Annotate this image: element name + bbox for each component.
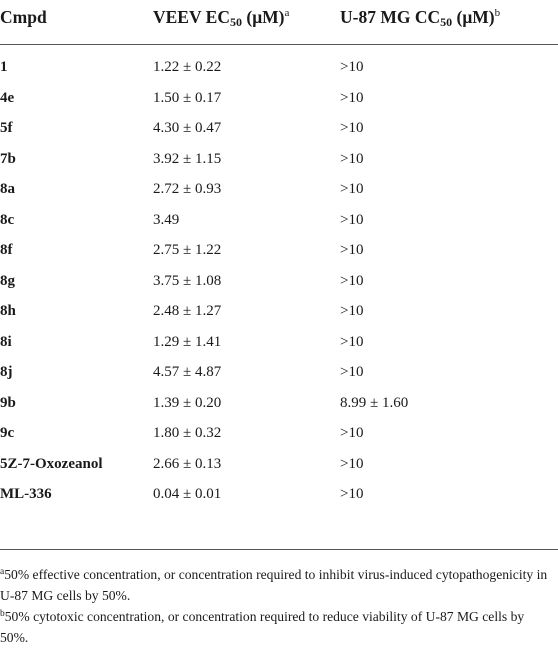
table-row xyxy=(0,146,558,177)
table-row xyxy=(0,390,558,421)
cell-cc50: >10 xyxy=(340,303,364,319)
table-row xyxy=(0,115,558,146)
header-ec-suffix: (μM) xyxy=(242,7,285,27)
cell-cc50: 8.99 ± 1.60 xyxy=(340,394,409,411)
cell-cmpd: 8i xyxy=(0,333,12,350)
cell-ec50: 1.80 ± 0.32 xyxy=(153,425,222,441)
cell-cmpd: 9c xyxy=(0,425,15,441)
header-ec-note: a xyxy=(284,7,290,19)
cell-cc50: >10 xyxy=(340,242,364,258)
cell-ec50: 1.22 ± 0.22 xyxy=(153,59,222,75)
cell-ec50: 3.49 xyxy=(153,211,180,228)
cell-cmpd: 8f xyxy=(0,242,13,258)
cell-ec50: 3.92 ± 1.15 xyxy=(153,150,222,167)
cell-ec50: 2.66 ± 0.13 xyxy=(153,455,222,472)
header-ec-sub: 50 xyxy=(230,15,242,29)
table-row xyxy=(0,176,558,207)
cell-ec50: 2.75 ± 1.22 xyxy=(153,242,222,258)
header-cc-suffix: (μM) xyxy=(452,7,495,27)
cell-cc50: >10 xyxy=(340,181,364,197)
cell-cmpd: 5f xyxy=(0,120,13,136)
cell-ec50: 2.48 ± 1.27 xyxy=(153,303,222,319)
cell-cmpd: 8j xyxy=(0,364,13,380)
cell-cmpd: 8h xyxy=(0,303,16,319)
cell-cmpd: 8g xyxy=(0,272,15,289)
table-row xyxy=(0,329,558,360)
cell-cmpd: 8c xyxy=(0,211,15,228)
header-cc-note: b xyxy=(494,7,501,19)
table-row xyxy=(0,85,558,116)
header-u87-cc50 xyxy=(340,7,500,28)
cell-cc50: >10 xyxy=(340,59,364,75)
cell-cc50: >10 xyxy=(340,425,364,441)
cell-cc50: >10 xyxy=(340,150,364,167)
footnote-mark: a xyxy=(0,567,5,577)
cell-ec50: 3.75 ± 1.08 xyxy=(153,272,222,289)
table-row xyxy=(0,207,558,238)
table-row xyxy=(0,451,558,482)
cell-ec50: 1.29 ± 1.41 xyxy=(153,333,222,350)
table-row xyxy=(0,268,558,299)
cell-cc50: >10 xyxy=(340,211,364,228)
footnote xyxy=(0,564,548,606)
table-row xyxy=(0,359,558,390)
table-row xyxy=(0,420,558,451)
header-cc-prefix: U-87 MG CC xyxy=(340,7,441,27)
cell-cmpd: ML-336 xyxy=(0,486,52,502)
cell-ec50: 0.04 ± 0.01 xyxy=(153,486,222,502)
cell-cmpd: 9b xyxy=(0,394,16,411)
table-row xyxy=(0,298,558,329)
table-row xyxy=(0,481,558,512)
cell-cc50: >10 xyxy=(340,272,364,289)
cell-cc50: >10 xyxy=(340,333,364,350)
cell-cc50: >10 xyxy=(340,89,364,106)
cell-cc50: >10 xyxy=(340,486,364,502)
footnote-text: 50% effective concentration, or concentration required to inhibit virus-induced cytopathogenicity in U-87 MG cells by 50%. xyxy=(0,567,548,603)
cell-cc50: >10 xyxy=(340,455,364,472)
footnote-mark: b xyxy=(0,609,5,619)
cell-cmpd: 4e xyxy=(0,89,15,106)
cell-ec50: 1.50 ± 0.17 xyxy=(153,89,222,106)
table-body xyxy=(0,45,558,549)
cell-ec50: 4.30 ± 0.47 xyxy=(153,120,222,136)
header-veev-ec50 xyxy=(153,7,289,28)
table-header xyxy=(0,0,558,44)
header-ec-prefix: VEEV EC xyxy=(153,7,230,27)
table-row xyxy=(0,237,558,268)
cell-ec50: 2.72 ± 0.93 xyxy=(153,181,222,197)
table-row xyxy=(0,54,558,85)
cell-ec50: 1.39 ± 0.20 xyxy=(153,394,222,411)
footnotes xyxy=(0,550,558,648)
header-cmpd: Cmpd xyxy=(0,7,47,27)
header-cc-sub: 50 xyxy=(440,15,453,29)
cell-ec50: 4.57 ± 4.87 xyxy=(153,364,222,380)
footnote xyxy=(0,606,548,648)
cell-cmpd: 5Z-7-Oxozeanol xyxy=(0,455,103,472)
cell-cc50: >10 xyxy=(340,364,364,380)
cell-cc50: >10 xyxy=(340,120,364,136)
cell-cmpd: 8a xyxy=(0,181,15,197)
cell-cmpd: 7b xyxy=(0,150,16,167)
cell-cmpd: 1 xyxy=(0,59,8,75)
footnote-text: 50% cytotoxic concentration, or concentration required to reduce viability of U-87 MG cells by 50%. xyxy=(0,609,525,645)
